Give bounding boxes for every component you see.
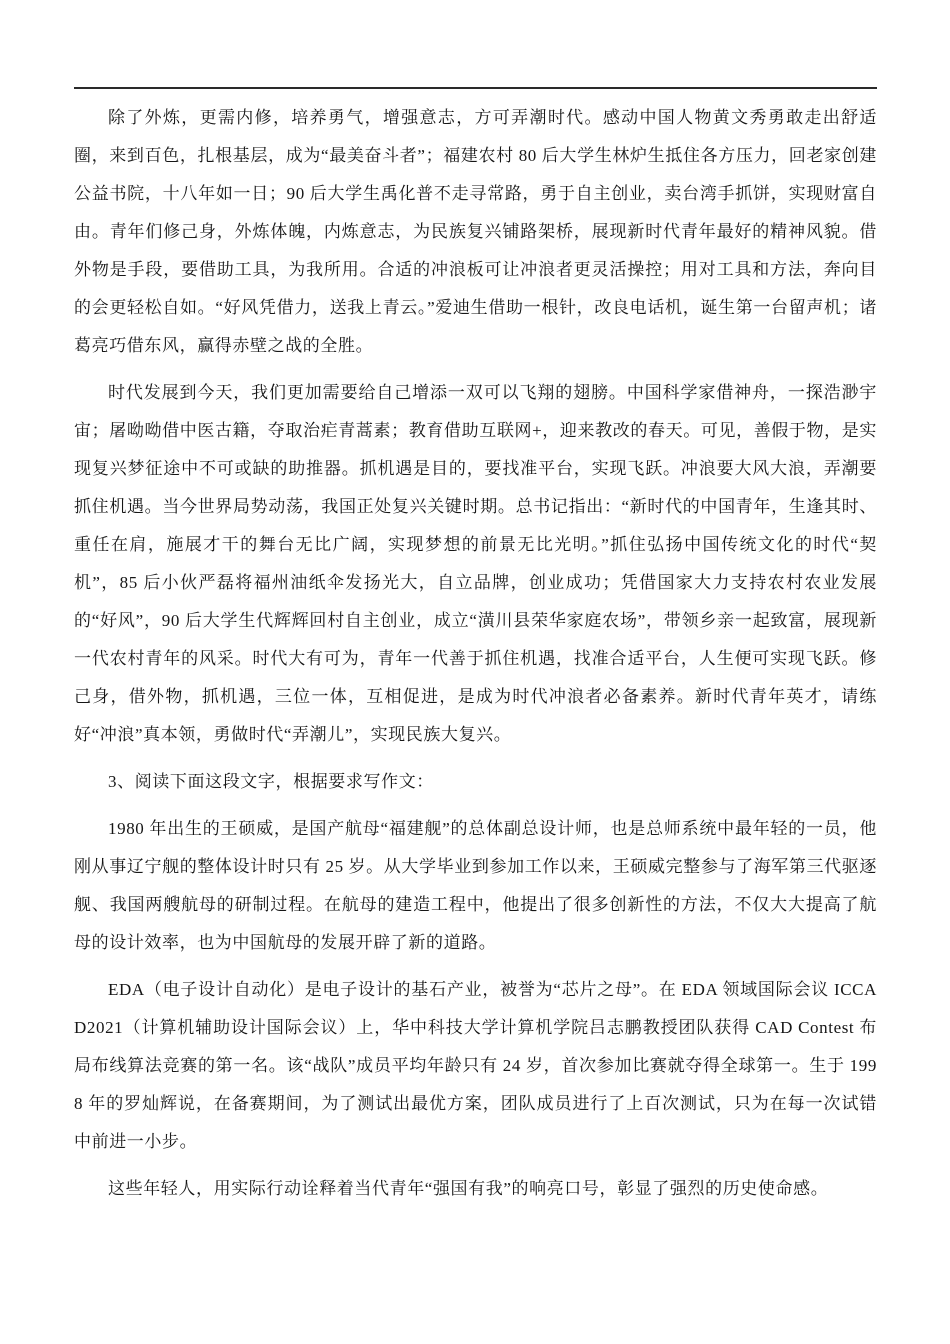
- paragraph-prompt-heading: 3、阅读下面这段文字，根据要求写作文：: [108, 772, 434, 791]
- paragraph-outer-inner-training: 除了外炼，更需内修，培养勇气，增强意志，方可弄潮时代。感动中国人物黄文秀勇敢走出舒适圈，来到百色，扎根基层，成为“最美奋斗者”；福建农村 80 后大学生林炉生抵住各方压力，回老家创建公益书院，十八年如一日；90 后大学生禹化普不走寻常路，勇于自主创业，卖台湾手抓饼，实现财富自由。青年们修己身，外炼体魄，内炼意志，为民族复兴铺路架桥，展现新时代青年最好的精神风貌。借外物是手段，要借助工具，为我所用。合适的冲浪板可让冲浪者更灵活操控；用对工具和方法，奔向目的会更轻松自如。“好风凭借力，送我上青云。”爱迪生借助一根针，改良电话机，诞生第一台留声机；诸葛亮巧借东风，赢得赤壁之战的全胜。: [74, 108, 877, 355]
- paragraph-era-development: 时代发展到今天，我们更加需要给自己增添一双可以飞翔的翅膀。中国科学家借神舟，一探浩渺宇宙；屠呦呦借中医古籍，夺取治疟青蒿素；教育借助互联网+，迎来教改的春天。可见，善假于物，是实现复兴梦征途中不可或缺的助推器。抓机遇是目的，要找准平台，实现飞跃。冲浪要大风大浪，弄潮要抓住机遇。当今世界局势动荡，我国正处复兴关键时期。总书记指出：“新时代的中国青年，生逢其时、重任在肩，施展才干的舞台无比广阔，实现梦想的前景无比光明。”抓住弘扬中国传统文化的时代“契机”，85 后小伙严磊将福州油纸伞发扬光大，自立品牌，创业成功；凭借国家大力支持农村农业发展的“好风”，90 后大学生代辉辉回村自主创业，成立“潢川县荣华家庭农场”，带领乡亲一起致富，展现新一代农村青年的风采。时代大有可为，青年一代善于抓住机遇，找准合适平台，人生便可实现飞跃。修己身，借外物，抓机遇，三位一体，互相促进，是成为时代冲浪者必备素养。新时代青年英才，请练好“冲浪”真本领，勇做时代“弄潮儿”，实现民族大复兴。: [74, 383, 877, 744]
- document-body: [74, 99, 877, 1208]
- paragraph-youth-mission: 这些年轻人，用实际行动诠释着当代青年“强国有我”的响亮口号，彰显了强烈的历史使命感。: [108, 1179, 829, 1198]
- paragraph-eda-team: EDA（电子设计自动化）是电子设计的基石产业，被誉为“芯片之母”。在 EDA 领域国际会议 ICCAD2021（计算机辅助设计国际会议）上，华中科技大学计算机学院吕志鹏教授团队获得 CAD Contest 布局布线算法竞赛的第一名。该“战队”成员平均年龄只有 24 岁，首次参加比赛就夺得全球第一。生于 1998 年的罗灿辉说，在备赛期间，为了测试出最优方案，团队成员进行了上百次测试，只为在每一次试错中前进一小步。: [74, 980, 877, 1151]
- header-divider: [74, 87, 877, 89]
- paragraph-wang-shuowei: 1980 年出生的王硕威，是国产航母“福建舰”的总体副总设计师，也是总师系统中最年轻的一员，他刚从事辽宁舰的整体设计时只有 25 岁。从大学毕业到参加工作以来，王硕威完整参与了海军第三代驱逐舰、我国两艘航母的研制过程。在航母的建造工程中，他提出了很多创新性的方法，不仅大大提高了航母的设计效率，也为中国航母的发展开辟了新的道路。: [74, 819, 877, 952]
